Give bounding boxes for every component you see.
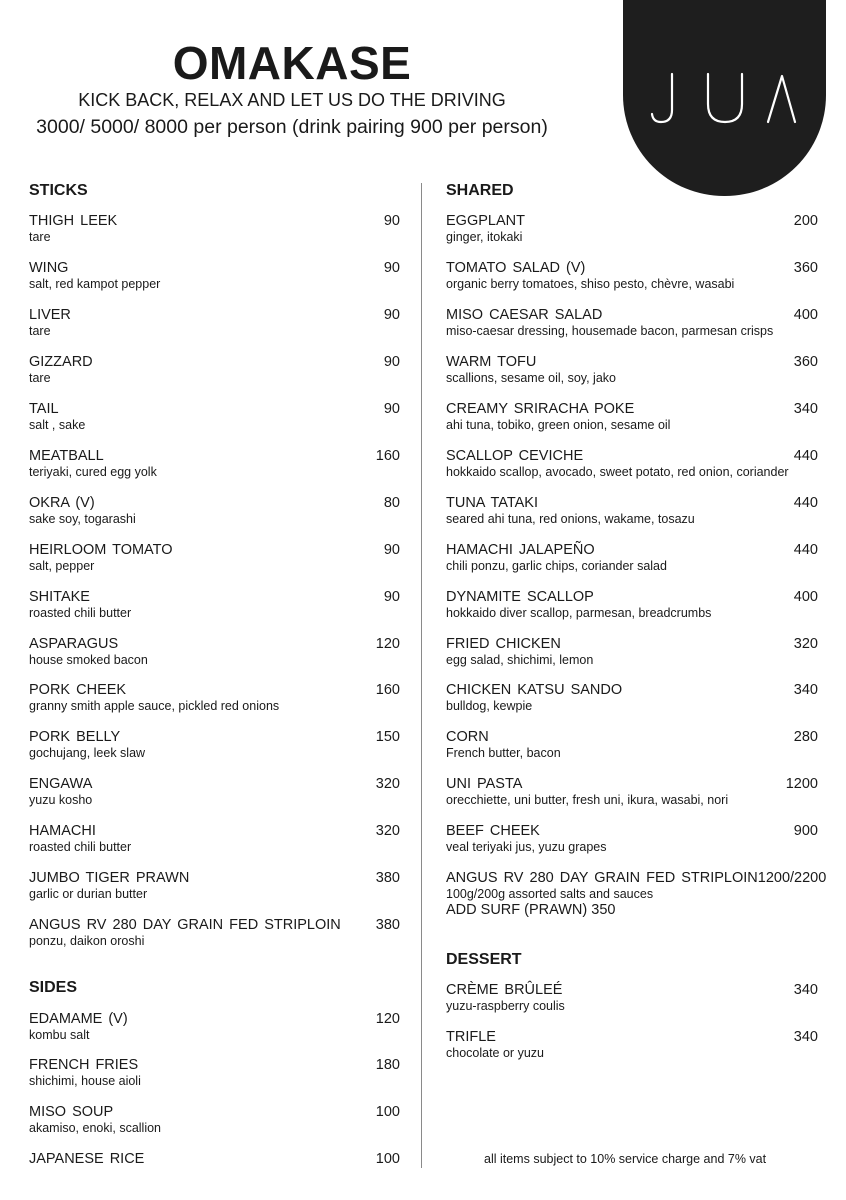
section-heading-shared: SHARED — [446, 182, 514, 199]
item-name: UNI PASTA — [446, 776, 523, 792]
item-description: ginger, itokaki — [446, 230, 523, 244]
column-divider — [421, 183, 422, 1168]
item-name: OKRA (V) — [29, 495, 95, 511]
item-description: ponzu, daikon oroshi — [29, 934, 145, 948]
menu-item — [29, 917, 400, 948]
menu-item — [29, 495, 400, 526]
item-add-on: ADD SURF (PRAWN) 350 — [446, 902, 616, 918]
section-heading-sticks: STICKS — [29, 182, 88, 199]
item-name: CREAMY SRIRACHA POKE — [446, 401, 635, 417]
item-price: 90 — [383, 354, 400, 370]
menu-item — [446, 982, 818, 1013]
item-description: 100g/200g assorted salts and sauces — [446, 887, 654, 901]
item-price: 340 — [793, 401, 818, 417]
item-price: 90 — [383, 542, 400, 558]
item-description: teriyaki, cured egg yolk — [29, 465, 157, 479]
menu-item — [446, 448, 818, 479]
item-price: 200 — [793, 213, 818, 229]
item-name: TAIL — [29, 401, 59, 417]
item-price: 120 — [375, 636, 400, 652]
item-description: hokkaido scallop, avocado, sweet potato, red onion, coriander — [446, 465, 789, 479]
item-description: tare — [29, 230, 51, 244]
item-price: 90 — [383, 401, 400, 417]
item-name: EGGPLANT — [446, 213, 525, 229]
item-price: 320 — [375, 823, 400, 839]
menu-item — [446, 401, 818, 432]
menu-item — [446, 589, 818, 620]
item-name: WING — [29, 260, 69, 276]
item-name: FRENCH FRIES — [29, 1057, 139, 1073]
item-price: 1200 — [785, 776, 818, 792]
item-description: yuzu kosho — [29, 793, 93, 807]
item-price: 340 — [793, 982, 818, 998]
item-price: 380 — [375, 917, 400, 933]
item-name: HAMACHI — [29, 823, 96, 839]
item-price: 340 — [793, 1029, 818, 1045]
item-description: orecchiette, uni butter, fresh uni, ikura, wasabi, nori — [446, 793, 729, 807]
item-description: bulldog, kewpie — [446, 699, 533, 713]
item-name: CHICKEN KATSU SANDO — [446, 682, 623, 698]
logo-badge — [623, 0, 826, 196]
item-price: 440 — [793, 448, 818, 464]
item-name: HEIRLOOM TOMATO — [29, 542, 173, 558]
menu-item — [29, 448, 400, 479]
item-price: 120 — [375, 1011, 400, 1027]
item-price: 1200/2200 — [757, 870, 827, 886]
item-name: MISO CAESAR SALAD — [446, 307, 603, 323]
menu-item — [29, 307, 400, 338]
item-description: ahi tuna, tobiko, green onion, sesame oil — [446, 418, 671, 432]
item-name: DYNAMITE SCALLOP — [446, 589, 594, 605]
item-name: GIZZARD — [29, 354, 93, 370]
menu-item — [29, 542, 400, 573]
item-description: miso-caesar dressing, housemade bacon, parmesan crisps — [446, 324, 774, 338]
item-price: 400 — [793, 589, 818, 605]
menu-item — [29, 1151, 400, 1167]
menu-item — [446, 307, 818, 338]
item-price: 90 — [383, 307, 400, 323]
item-name: FRIED CHICKEN — [446, 636, 561, 652]
omakase-pricing: 3000/ 5000/ 8000 per person (drink pairing 900 per person) — [36, 116, 548, 138]
item-description: salt, pepper — [29, 559, 95, 573]
item-name: PORK CHEEK — [29, 682, 127, 698]
section-heading-sides: SIDES — [29, 979, 78, 996]
item-name: ENGAWA — [29, 776, 93, 792]
menu-item — [29, 729, 400, 760]
item-price: 440 — [793, 495, 818, 511]
item-description: chocolate or yuzu — [446, 1046, 544, 1060]
item-name: THIGH LEEK — [29, 213, 118, 229]
item-price: 360 — [793, 354, 818, 370]
menu-item — [446, 636, 818, 667]
item-price: 400 — [793, 307, 818, 323]
item-price: 320 — [375, 776, 400, 792]
item-name: ANGUS RV 280 DAY GRAIN FED STRIPLOIN — [446, 870, 758, 886]
item-price: 80 — [383, 495, 400, 511]
item-price: 160 — [375, 682, 400, 698]
item-description: hokkaido diver scallop, parmesan, breadcrumbs — [446, 606, 712, 620]
menu-item — [446, 776, 818, 807]
item-name: HAMACHI JALAPEÑO — [446, 542, 595, 558]
menu-item — [29, 354, 400, 385]
item-price: 440 — [793, 542, 818, 558]
item-name: SHITAKE — [29, 589, 90, 605]
item-name: CRÈME BRÛLEÉ — [446, 982, 563, 998]
item-description: tare — [29, 371, 51, 385]
item-price: 280 — [793, 729, 818, 745]
item-name: JAPANESE RICE — [29, 1151, 145, 1167]
item-description: yuzu-raspberry coulis — [446, 999, 565, 1013]
item-name: PORK BELLY — [29, 729, 121, 745]
menu-item — [29, 1057, 400, 1088]
item-price: 90 — [383, 260, 400, 276]
item-description: garlic or durian butter — [29, 887, 148, 901]
menu-item — [29, 260, 400, 291]
item-name: MISO SOUP — [29, 1104, 114, 1120]
item-description: kombu salt — [29, 1028, 90, 1042]
item-name: LIVER — [29, 307, 71, 323]
service-charge-note: all items subject to 10% service charge and 7% vat — [484, 1152, 767, 1166]
item-price: 100 — [375, 1151, 400, 1167]
item-price: 360 — [793, 260, 818, 276]
item-description: granny smith apple sauce, pickled red onions — [29, 699, 280, 713]
menu-item — [446, 1029, 818, 1060]
menu-item — [446, 682, 818, 713]
item-description: salt , sake — [29, 418, 86, 432]
menu-item — [446, 495, 818, 526]
item-description: tare — [29, 324, 51, 338]
item-name: ANGUS RV 280 DAY GRAIN FED STRIPLOIN — [29, 917, 341, 933]
menu-item — [29, 589, 400, 620]
menu-item — [29, 636, 400, 667]
menu-subtitle: KICK BACK, RELAX AND LET US DO THE DRIVING — [78, 90, 506, 110]
menu-item — [29, 776, 400, 807]
item-name: SCALLOP CEVICHE — [446, 448, 584, 464]
item-name: WARM TOFU — [446, 354, 537, 370]
menu-item — [29, 870, 400, 901]
item-price: 180 — [375, 1057, 400, 1073]
menu-item — [29, 823, 400, 854]
item-name: TOMATO SALAD (V) — [446, 260, 586, 276]
item-price: 160 — [375, 448, 400, 464]
item-description: organic berry tomatoes, shiso pesto, chèvre, wasabi — [446, 277, 735, 291]
item-price: 90 — [383, 589, 400, 605]
item-description: roasted chili butter — [29, 606, 132, 620]
menu-item — [446, 823, 818, 854]
item-name: BEEF CHEEK — [446, 823, 540, 839]
item-description: seared ahi tuna, red onions, wakame, tosazu — [446, 512, 695, 526]
menu-item — [446, 729, 818, 760]
menu-item — [446, 260, 818, 291]
section-heading-dessert: DESSERT — [446, 951, 522, 968]
item-name: MEATBALL — [29, 448, 104, 464]
menu-title: OMAKASE — [172, 37, 412, 89]
item-description: scallions, sesame oil, soy, jako — [446, 371, 616, 385]
item-price: 320 — [793, 636, 818, 652]
item-price: 90 — [383, 213, 400, 229]
menu-item — [446, 213, 818, 244]
item-description: chili ponzu, garlic chips, coriander salad — [446, 559, 667, 573]
item-description: veal teriyaki jus, yuzu grapes — [446, 840, 607, 854]
item-name: JUMBO TIGER PRAWN — [29, 870, 190, 886]
menu-item — [29, 682, 400, 713]
item-price: 340 — [793, 682, 818, 698]
item-description: gochujang, leek slaw — [29, 746, 146, 760]
item-description: sake soy, togarashi — [29, 512, 136, 526]
item-name: TRIFLE — [446, 1029, 496, 1045]
menu-item — [446, 870, 827, 918]
menu-item — [29, 1011, 400, 1042]
item-description: salt, red kampot pepper — [29, 277, 161, 291]
item-description: akamiso, enoki, scallion — [29, 1121, 162, 1135]
item-description: French butter, bacon — [446, 746, 561, 760]
juy-logo-icon — [650, 68, 800, 128]
item-name: EDAMAME (V) — [29, 1011, 128, 1027]
item-description: egg salad, shichimi, lemon — [446, 653, 594, 667]
item-name: ASPARAGUS — [29, 636, 119, 652]
menu-item — [29, 401, 400, 432]
item-price: 150 — [375, 729, 400, 745]
item-description: house smoked bacon — [29, 653, 148, 667]
item-description: shichimi, house aioli — [29, 1074, 141, 1088]
item-description: roasted chili butter — [29, 840, 132, 854]
item-name: TUNA TATAKI — [446, 495, 538, 511]
item-name: CORN — [446, 729, 489, 745]
menu-item — [29, 1104, 400, 1135]
menu-item — [29, 213, 400, 244]
menu-item — [446, 542, 818, 573]
item-price: 380 — [375, 870, 400, 886]
item-price: 900 — [793, 823, 818, 839]
menu-item — [446, 354, 818, 385]
item-price: 100 — [375, 1104, 400, 1120]
